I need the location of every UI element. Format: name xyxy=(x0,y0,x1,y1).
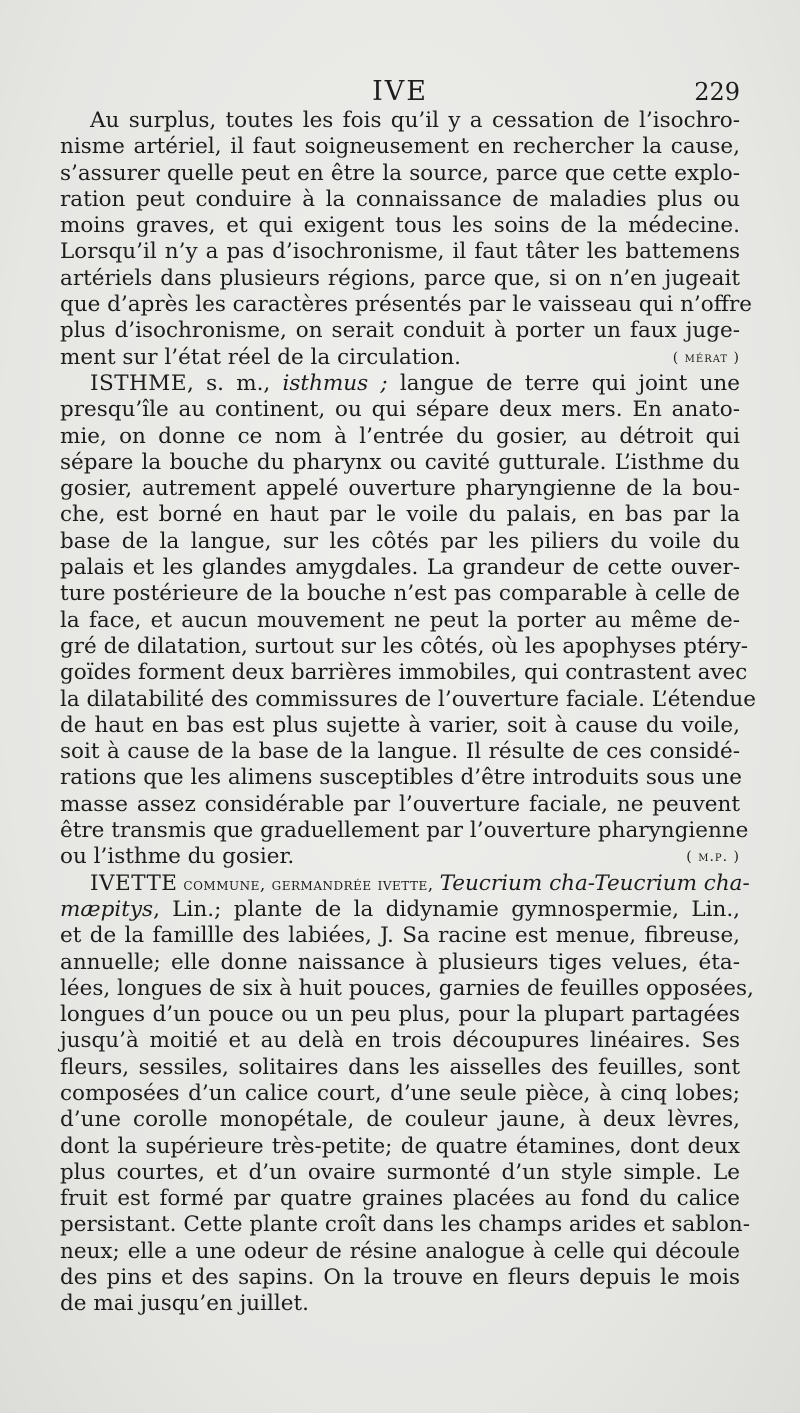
line-text: nisme artériel, il faut soigneusement en rechercher la cause, xyxy=(60,134,740,160)
line-text: des pins et des sapins. On la trouve en fleurs depuis le mois xyxy=(60,1265,740,1291)
latin-name: isthmus ; xyxy=(282,370,388,396)
text-line xyxy=(60,1265,740,1291)
author-signature: ( m.p. ) xyxy=(686,849,740,866)
text-line xyxy=(60,266,740,292)
line-text: de haut en bas est plus sujette à varier, soit à cause du voile, xyxy=(60,712,740,738)
latin-name: Teucrium cha- xyxy=(594,870,750,896)
text-line xyxy=(60,608,740,634)
text-line xyxy=(60,1291,740,1317)
line-text: Au surplus, toutes les fois qu’il y a cessation de l’isochro- xyxy=(90,108,740,133)
line-text-rest: langue de terre qui joint une xyxy=(387,370,740,396)
running-head: IVE xyxy=(372,76,428,107)
line-text: Lorsqu’il n’y a pas d’isochronisme, il faut tâter les battemens xyxy=(60,239,740,265)
line-text: masse assez considérable par l’ouverture faciale, ne peuvent xyxy=(60,791,740,817)
text-line xyxy=(60,844,740,870)
text-line xyxy=(60,1212,751,1238)
text-line xyxy=(60,765,740,791)
line-text: mie, on donne ce nom à l’entrée du gosier, au détroit qui xyxy=(60,423,740,449)
text-line xyxy=(60,108,740,134)
line-text: ration peut conduire à la connaissance de maladies plus ou xyxy=(60,186,740,212)
text-line xyxy=(60,897,740,923)
author-signature: ( mérat ) xyxy=(672,349,740,366)
text-line xyxy=(60,1055,740,1081)
line-text: plus d’isochronisme, on serait conduit à porter un faux juge- xyxy=(60,318,740,344)
text-line xyxy=(60,1107,740,1133)
page-number: 229 xyxy=(694,78,740,106)
text-line xyxy=(60,633,749,660)
line-text: d’une corolle monopétale, de couleur jaune, à deux lèvres, xyxy=(60,1107,740,1133)
text-line xyxy=(60,660,748,686)
text-line xyxy=(60,818,749,844)
text-line xyxy=(60,792,740,818)
line-text: neux; elle a une odeur de résine analogue à celle qui découle xyxy=(60,1238,740,1264)
text-line xyxy=(60,1239,740,1265)
line-text: et de la famillle des labiées, J. Sa racine est menue, fibreuse, xyxy=(60,923,740,949)
line-text: composées d’un calice court, d’une seule pièce, à cinq lobes; xyxy=(60,1080,740,1106)
text-line xyxy=(60,739,740,765)
line-text: goïdes forment deux barrières immobiles, qui contrastent avec xyxy=(60,660,748,686)
text-line xyxy=(60,318,740,344)
text-line xyxy=(60,502,740,528)
text-line xyxy=(60,1160,740,1186)
text-line xyxy=(60,213,740,239)
text-line xyxy=(60,686,756,713)
text-line xyxy=(60,450,740,476)
text-line xyxy=(60,476,740,502)
line-text: , s. m., xyxy=(187,370,283,396)
line-text: fleurs, sessiles, solitaires dans les aisselles des feuilles, sont xyxy=(60,1054,740,1080)
text-line xyxy=(60,1081,740,1107)
line-text: longues d’un pouce ou un peu plus, pour la plupart partagées xyxy=(60,1002,740,1028)
line-text: que d’après les caractères présentés par le vaisseau qui n’offre xyxy=(60,292,752,318)
line-text: soit à cause de la base de la langue. Il résulte de ces considé- xyxy=(60,739,740,765)
line-text: persistant. Cette plante croît dans les champs arides et sablon- xyxy=(60,1212,751,1238)
latin-name: mæpitys xyxy=(60,896,154,922)
line-text: de mai jusqu’en juillet. xyxy=(60,1291,309,1317)
line-text: sépare la bouche du pharynx ou cavité gutturale. L’isthme du xyxy=(60,449,740,475)
text-line xyxy=(60,292,752,318)
body-text xyxy=(60,108,756,1318)
line-text: la dilatabilité des commissures de l’ouverture faciale. L’étendue xyxy=(60,686,756,712)
text-line xyxy=(60,134,740,160)
text-line xyxy=(60,161,740,187)
text-line xyxy=(60,950,740,976)
text-line xyxy=(60,1186,740,1212)
entry-headword: ISTHME xyxy=(90,370,188,396)
line-text: gosier, autrement appelé ouverture pharyngienne de la bou- xyxy=(60,476,740,502)
line-text: jusqu’à moitié et au delà en trois découpures linéaires. Ses xyxy=(60,1028,740,1054)
text-line xyxy=(60,1002,740,1028)
line-text: gré de dilatation, surtout sur les côtés, où les apophyses ptéry- xyxy=(60,633,749,659)
text-line xyxy=(60,870,750,897)
line-text: palais et les glandes amygdales. La grandeur de cette ouver- xyxy=(60,555,740,581)
line-text: moins graves, et qui exigent tous les soins de la médecine. xyxy=(60,213,740,239)
text-line xyxy=(60,923,740,949)
line-text: rations que les alimens susceptibles d’être introduits sous une xyxy=(60,765,742,791)
entry-synonyms: commune, germandrée ivette, xyxy=(177,874,440,895)
text-line xyxy=(60,713,740,739)
text-line xyxy=(60,187,740,213)
line-text: che, est borné en haut par le voile du palais, en bas par la xyxy=(60,502,740,528)
text-line xyxy=(60,239,740,265)
line-text: presqu’île au continent, ou qui sépare deux mers. En anato- xyxy=(60,397,740,423)
text-line xyxy=(60,397,740,423)
text-line xyxy=(60,975,754,1002)
text-line xyxy=(60,1028,740,1054)
line-text: plus courtes, et d’un ovaire surmonté d’un style simple. Le xyxy=(60,1159,740,1185)
line-text: lées, longues de six à huit pouces, garnies de feuilles opposées, xyxy=(60,975,754,1001)
line-text: ture postérieure de la bouche n’est pas comparable à celle de xyxy=(60,581,740,607)
line-text: s’assurer quelle peut en être la source, parce que cette explo- xyxy=(60,160,740,186)
page-header xyxy=(60,76,740,110)
line-text: dont la supérieure très-petite; de quatre étamines, dont deux xyxy=(60,1133,740,1159)
text-line xyxy=(60,555,740,581)
line-text: être transmis que graduellement par l’ouverture pharyngienne xyxy=(60,818,749,844)
line-text: la face, et aucun mouvement ne peut la porter au même de- xyxy=(60,607,740,633)
text-line xyxy=(60,424,740,450)
line-text: artériels dans plusieurs régions, parce que, si on n’en jugeait xyxy=(60,265,740,291)
line-text: annuelle; elle donne naissance à plusieurs tiges velues, éta- xyxy=(60,949,740,975)
text-line xyxy=(60,581,740,607)
line-text: ou l’isthme du gosier. xyxy=(60,844,295,870)
text-line xyxy=(60,1134,740,1160)
text-line xyxy=(60,371,740,397)
text-line xyxy=(60,345,740,371)
line-text: base de la langue, sur les côtés par les piliers du voile du xyxy=(60,528,740,554)
line-text: ment sur l’état réel de la circulation. xyxy=(60,344,461,370)
latin-name: Teucrium cha- xyxy=(439,870,595,896)
entry-headword: IVETTE xyxy=(90,870,178,896)
text-line xyxy=(60,529,740,555)
line-text: , Lin.; plante de la didynamie gymnospermie, Lin., xyxy=(153,896,740,922)
line-text: fruit est formé par quatre graines placées au fond du calice xyxy=(60,1186,740,1212)
